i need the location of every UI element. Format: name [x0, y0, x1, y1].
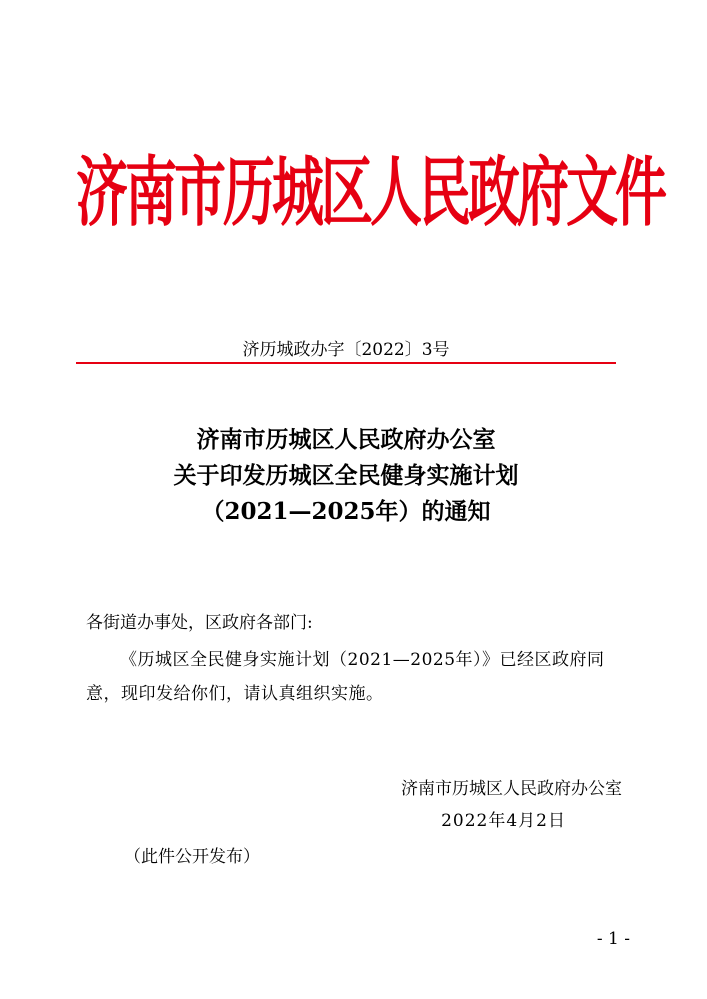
title-line-1: 济南市历城区人民政府办公室 [196, 426, 496, 453]
title-line-2: 关于印发历城区全民健身实施计划 [173, 462, 519, 489]
document-title [76, 422, 616, 530]
page-number: - 1 - [596, 929, 630, 949]
body-paragraph: 《历城区全民健身实施计划（2021—2025年）》已经区政府同意，现印发给你们，请认真组织实施。 [86, 650, 605, 704]
document-number: 济历城政办字〔2022〕3号 [242, 340, 450, 360]
public-release-note: （此件公开发布） [124, 847, 260, 867]
issuer-header-title: 济南市历城区人民政府文件 [76, 149, 665, 238]
signature-issuer: 济南市历城区人民政府办公室 [401, 779, 622, 799]
signature-date: 2022年4月2日 [441, 811, 566, 831]
title-line-3: （2021—2025年）的通知 [201, 498, 491, 525]
red-divider-line [76, 362, 616, 364]
salutation: 各街道办事处，区政府各部门: [86, 613, 313, 633]
